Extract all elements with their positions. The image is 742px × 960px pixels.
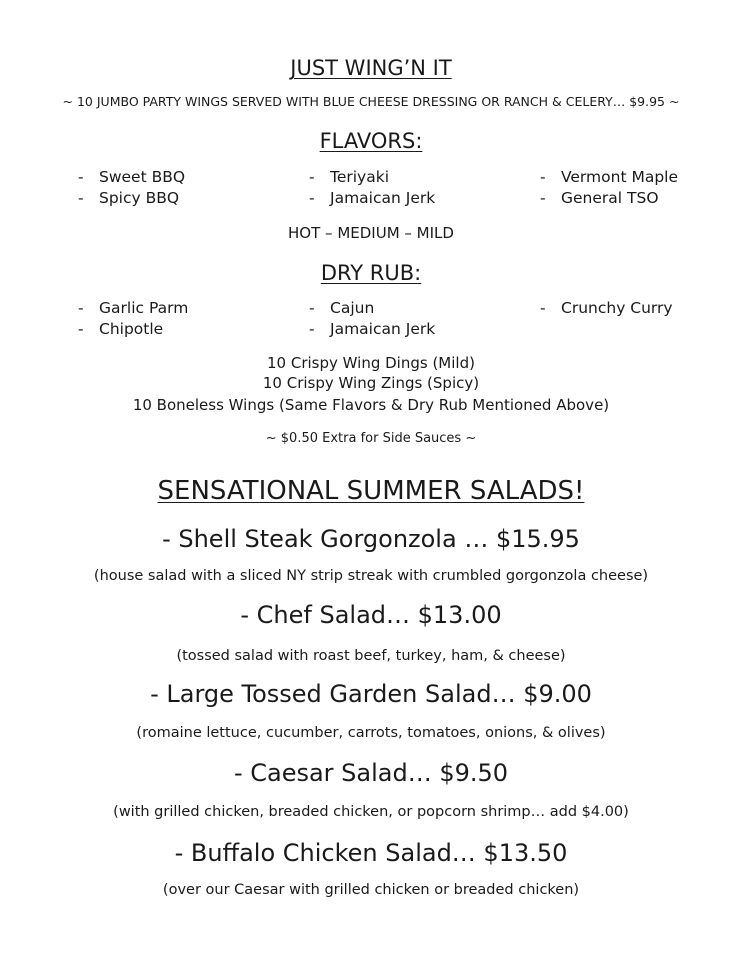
flavor-name: Teriyaki [330,168,390,186]
bullet-dash: - [78,299,84,317]
wings-heading: JUST WING’N IT [290,56,452,80]
flavor-name: Vermont Maple [561,168,678,186]
wings-description: ~ 10 JUMBO PARTY WINGS SERVED WITH BLUE CHEESE DRESSING OR RANCH & CELERY… $9.95 ~ [62,94,680,109]
salad-description: (romaine lettuce, cucumber, carrots, tomatoes, onions, & olives) [136,725,606,741]
bullet-dash: - [540,168,546,186]
dry-rub-name: Jamaican Jerk [330,320,436,338]
dry-rub-heading: DRY RUB: [320,261,422,285]
salad-description: (over our Caesar with grilled chicken or breaded chicken) [162,882,580,898]
salad-description: (with grilled chicken, breaded chicken, or popcorn shrimp… add $4.00) [113,804,629,820]
flavor-name: Jamaican Jerk [330,189,436,207]
flavors-heading: FLAVORS: [319,129,423,153]
bullet-dash: - [78,189,84,207]
salad-description: (tossed salad with roast beef, turkey, ham, & cheese) [176,648,566,664]
salad-title: - Shell Steak Gorgonzola … $15.95 [162,525,580,553]
bullet-dash: - [309,189,315,207]
heat-levels: HOT – MEDIUM – MILD [288,224,454,242]
extra-line: 10 Crispy Wing Zings (Spicy) [262,374,480,392]
flavor-name: Spicy BBQ [99,189,180,207]
salad-title: - Chef Salad… $13.00 [240,601,502,629]
salad-title: - Large Tossed Garden Salad… $9.00 [150,680,592,708]
salad-description: (house salad with a sliced NY strip streak with crumbled gorgonzola cheese) [93,568,649,584]
bullet-dash: - [309,299,315,317]
bullet-dash: - [309,320,315,338]
bullet-dash: - [78,320,84,338]
flavor-name: General TSO [561,189,659,207]
extra-line: 10 Boneless Wings (Same Flavors & Dry Rub Mentioned Above) [132,396,610,414]
dry-rub-name: Garlic Parm [99,299,189,317]
bullet-dash: - [540,299,546,317]
side-sauces-note: ~ $0.50 Extra for Side Sauces ~ [265,431,477,446]
salad-title: - Buffalo Chicken Salad… $13.50 [174,839,568,867]
bullet-dash: - [309,168,315,186]
bullet-dash: - [78,168,84,186]
dry-rub-name: Crunchy Curry [561,299,673,317]
salad-title: - Caesar Salad… $9.50 [233,759,509,787]
salads-heading: SENSATIONAL SUMMER SALADS! [157,476,585,506]
extra-line: 10 Crispy Wing Dings (Mild) [267,354,475,372]
bullet-dash: - [540,189,546,207]
dry-rub-name: Chipotle [99,320,164,338]
flavor-name: Sweet BBQ [99,168,186,186]
dry-rub-name: Cajun [330,299,375,317]
